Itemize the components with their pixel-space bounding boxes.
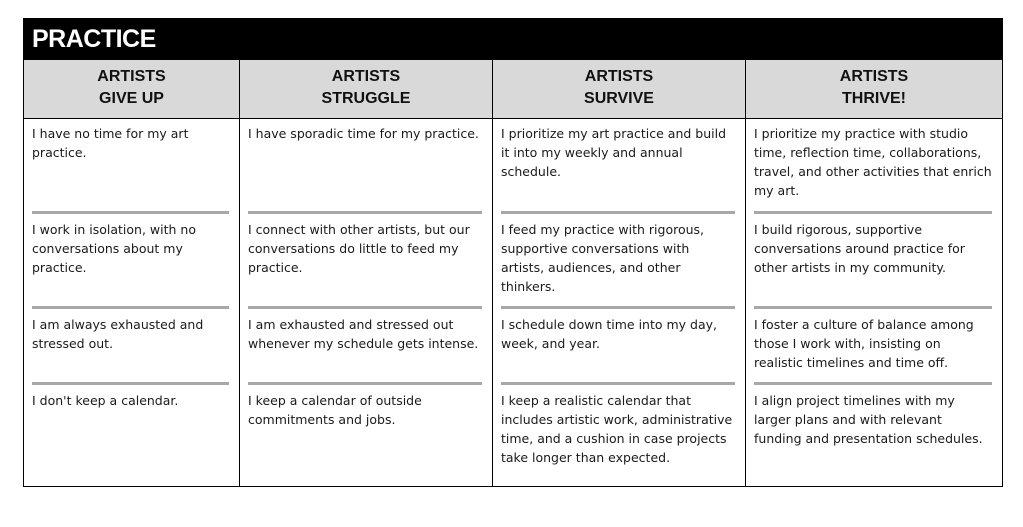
header-row — [24, 59, 1002, 119]
row-divider — [754, 382, 992, 385]
row-divider — [32, 211, 229, 214]
table-cell: I am always exhausted and stressed out. — [32, 317, 204, 351]
table-cell: I prioritize my art practice and build it into my weekly and annual schedule. — [501, 126, 727, 179]
header-struggle — [239, 60, 492, 118]
table-body — [24, 119, 1002, 486]
header-survive — [492, 60, 745, 118]
header-label-line1: ARTISTS — [584, 68, 654, 85]
column-struggle — [239, 119, 492, 486]
table-cell: I align project timelines with my larger plans and with relevant funding and presentation schedules. — [754, 393, 983, 446]
table-cell: I feed my practice with rigorous, supportive conversations with artists, audiences, and other thinkers. — [501, 222, 705, 294]
header-label-line2: THRIVE! — [842, 90, 906, 107]
column-thrive — [745, 119, 1002, 486]
table-cell: I prioritize my practice with studio time, reflection time, collaborations, travel, and other activities that enrich my art. — [754, 126, 992, 198]
row-divider — [248, 306, 482, 309]
practice-table — [23, 18, 1003, 487]
table-title: PRACTICE — [24, 19, 1002, 59]
table-cell: I keep a realistic calendar that includes artistic work, administrative time, and a cushion in case projects take longer than expected. — [501, 393, 733, 465]
header-give-up — [24, 60, 239, 118]
table-cell: I have sporadic time for my practice. — [248, 126, 479, 141]
header-label-line1: ARTISTS — [97, 68, 166, 85]
table-cell: I am exhausted and stressed out whenever my schedule gets intense. — [248, 317, 479, 351]
header-thrive — [745, 60, 1002, 118]
table-cell: I don't keep a calendar. — [32, 393, 179, 408]
table-cell: I have no time for my art practice. — [32, 126, 189, 160]
header-label-line2: STRUGGLE — [321, 90, 411, 107]
table-cell: I build rigorous, supportive conversations around practice for other artists in my community. — [754, 222, 965, 275]
row-divider — [501, 306, 735, 309]
header-label-line2: GIVE UP — [99, 90, 164, 107]
table-cell: I schedule down time into my day, week, and year. — [501, 317, 717, 351]
header-label-line1: ARTISTS — [839, 68, 909, 85]
column-survive — [492, 119, 745, 486]
column-give-up — [24, 119, 239, 486]
row-divider — [32, 382, 229, 385]
table-cell: I foster a culture of balance among those I work with, insisting on realistic timelines and time off. — [754, 317, 974, 370]
row-divider — [501, 211, 735, 214]
row-divider — [754, 306, 992, 309]
row-divider — [248, 211, 482, 214]
table-cell: I connect with other artists, but our conversations do little to feed my practice. — [248, 222, 470, 275]
table-cell: I work in isolation, with no conversations about my practice. — [32, 222, 196, 275]
header-label-line1: ARTISTS — [331, 68, 401, 85]
row-divider — [501, 382, 735, 385]
row-divider — [248, 382, 482, 385]
row-divider — [32, 306, 229, 309]
table-cell: I keep a calendar of outside commitments and jobs. — [248, 393, 422, 427]
header-label-line2: SURVIVE — [584, 90, 654, 107]
row-divider — [754, 211, 992, 214]
